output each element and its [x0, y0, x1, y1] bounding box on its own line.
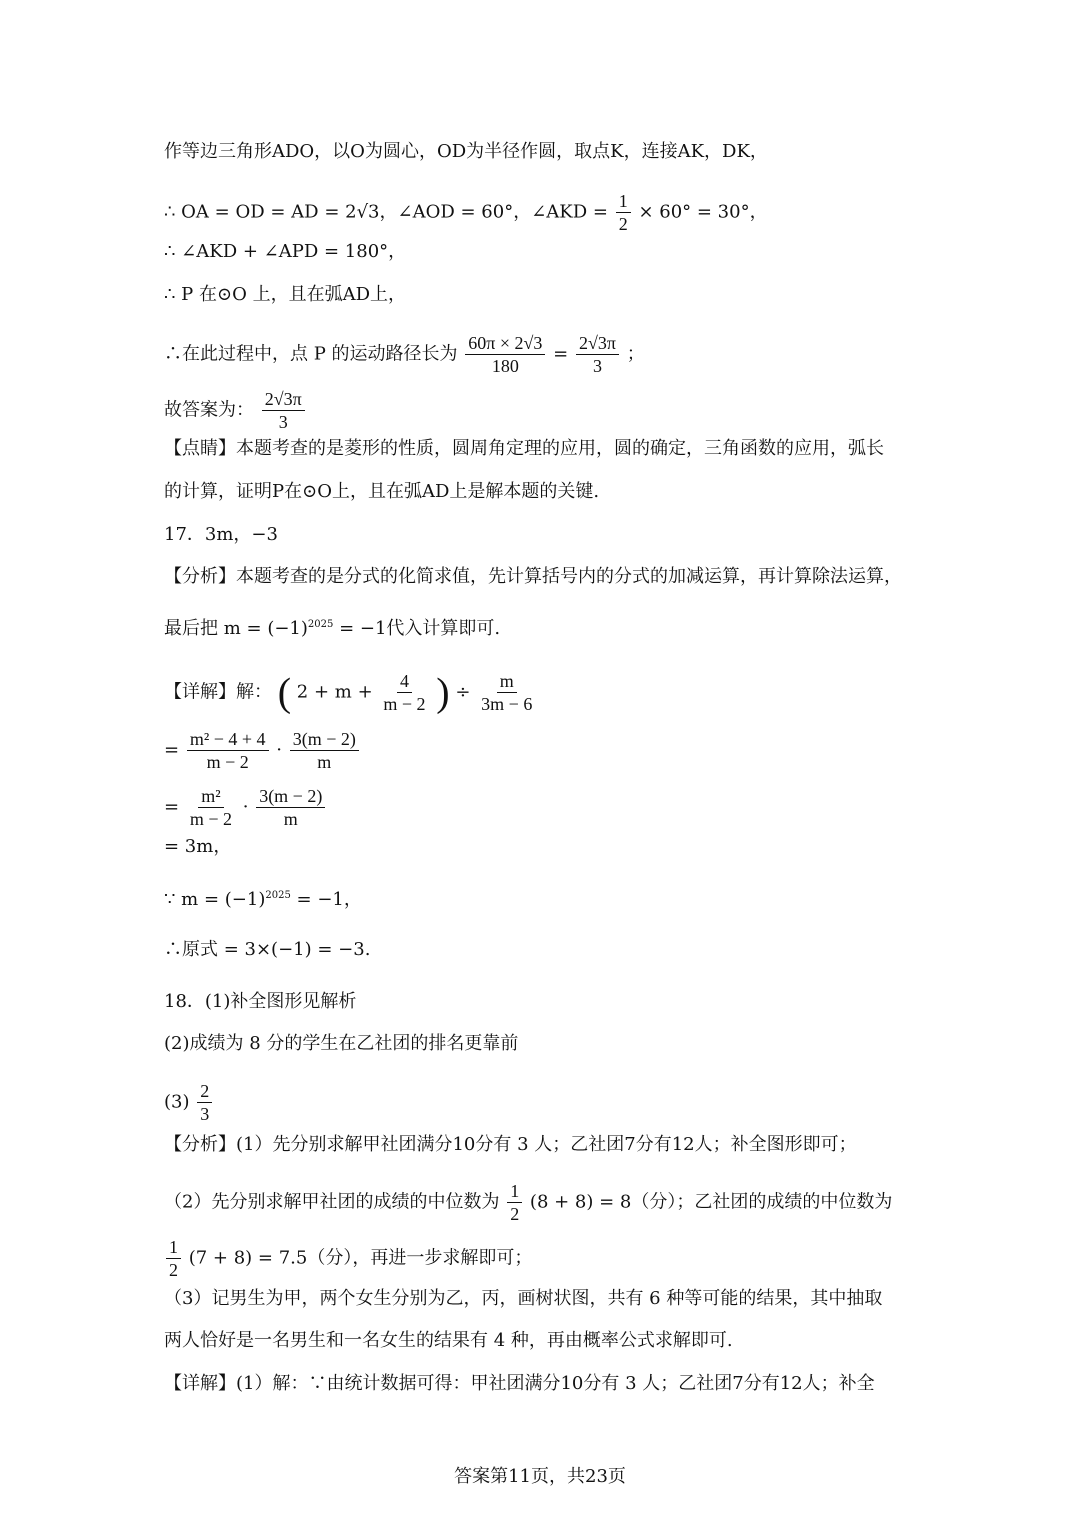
math-text: × 60° = 30°，	[638, 201, 768, 223]
text-line: ∴ ∠AKD + ∠APD = 180°，	[164, 241, 407, 262]
exponent: 2025	[307, 619, 334, 630]
fraction: $\frac{2√3\pi}{3}$	[576, 332, 619, 377]
left-paren: (	[277, 669, 292, 715]
math-line	[164, 388, 307, 433]
math-text: (7 + 8) = 7.5（分），再进一步求解即可；	[188, 1247, 533, 1269]
text-line: 【详解】(1）解：∵由统计数据可得：甲社团满分10分有 3 人；乙社团7分有12人；补全	[164, 1373, 875, 1394]
dot: ·	[242, 796, 249, 818]
exponent: 2025	[265, 890, 291, 901]
math-line	[164, 190, 768, 235]
text-line: 作等边三角形ADO，以O为圆心，OD为半径作圆，取点K，连接AK，DK，	[164, 141, 768, 162]
fraction: $\frac{\text{m²}}{m - 2}$	[189, 786, 232, 829]
math-line	[164, 613, 500, 641]
math-line	[164, 670, 537, 715]
math-text: 2 + m +	[296, 681, 373, 703]
fraction: $\frac{2}{3}$	[197, 1080, 212, 1125]
fraction: $\frac{3(m - 2)}{m}$	[256, 785, 325, 830]
text-line: 18．(1)补全图形见解析	[164, 991, 357, 1012]
fraction: $\frac{m}{3m - 6}$	[481, 671, 533, 714]
math-line	[164, 1080, 214, 1125]
text-line: (2)成绩为 8 分的学生在乙社团的排名更靠前	[164, 1033, 519, 1054]
math-line	[164, 332, 645, 377]
divide-sign: ÷	[455, 681, 471, 703]
math-line	[164, 1180, 892, 1225]
text-line: ∴原式 = 3×(−1) = −3.	[164, 939, 371, 960]
math-text: 最后把 m = (−1)	[164, 618, 308, 639]
math-text: 【详解】解：	[164, 681, 272, 703]
math-text: 故答案为：	[164, 399, 254, 421]
fraction: $\frac{1}{2}$	[507, 1180, 522, 1225]
equals: =	[164, 739, 180, 761]
math-line	[164, 884, 362, 912]
math-line	[164, 1236, 532, 1281]
equals: =	[553, 343, 569, 365]
fraction: $\frac{1}{2}$	[166, 1236, 181, 1281]
math-text: (8 + 8) = 8（分）；乙社团的成绩的中位数为	[529, 1191, 893, 1213]
fraction: $\frac{60\pi \times 2√3}{180}$	[465, 332, 545, 377]
fraction: $\frac{\text{m² − 4 + 4}}{m - 2}$	[187, 728, 269, 773]
text-line: 的计算，证明P在⊙O上，且在弧AD上是解本题的关键.	[164, 481, 600, 502]
text-line: = 3m，	[164, 836, 232, 857]
math-text: ∴ OA = OD = AD = 2√3，∠AOD = 60°，∠AKD =	[164, 201, 608, 223]
math-text: （2）先分别求解甲社团的成绩的中位数为	[164, 1191, 500, 1213]
fraction: $\frac{4}{m - 2}$	[383, 671, 426, 714]
math-text: = −1，	[296, 889, 362, 910]
text-line: 17．3m，−3	[164, 524, 278, 545]
text-line: 【分析】(1）先分别求解甲社团满分10分有 3 人；乙社团7分有12人；补全图形即可；	[164, 1134, 857, 1155]
math-line	[164, 785, 327, 830]
page-footer: 答案第11页，共23页	[454, 1466, 626, 1487]
math-text: (3)	[164, 1091, 190, 1113]
math-line	[164, 728, 361, 773]
math-text: ∴在此过程中，点 P 的运动路径长为	[164, 343, 458, 365]
math-text: ∵ m = (−1)	[164, 889, 266, 910]
text-line: （3）记男生为甲，两个女生分别为乙，丙，画树状图，共有 6 种等可能的结果，其中抽取	[164, 1288, 883, 1309]
math-text: = −1代入计算即可.	[339, 618, 501, 639]
fraction: $\frac{3(m - 2)}{m}$	[290, 728, 359, 773]
text-line: 【分析】本题考查的是分式的化简求值，先计算括号内的分式的加减运算，再计算除法运算，	[164, 566, 902, 587]
fraction: $\frac{2√3\pi}{3}$	[262, 388, 305, 433]
fraction: $\frac{1}{2}$	[616, 190, 631, 235]
text-line: 【点睛】本题考查的是菱形的性质，圆周角定理的应用，圆的确定，三角函数的应用，弧长	[164, 438, 884, 459]
dot: ·	[276, 739, 282, 761]
right-paren: )	[436, 669, 450, 715]
text-line: 两人恰好是一名男生和一名女生的结果有 4 种，再由概率公式求解即可.	[164, 1330, 733, 1351]
math-text: ；	[626, 343, 645, 365]
equals: =	[164, 796, 180, 818]
text-line: ∴ P 在⊙O 上，且在弧AD上，	[164, 284, 406, 305]
